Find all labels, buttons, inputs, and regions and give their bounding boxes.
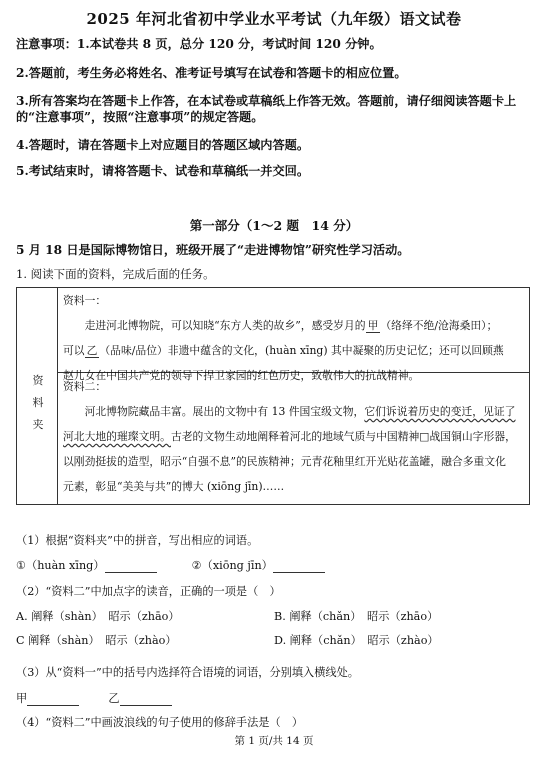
- material-2-heading: 资料二：: [63, 380, 107, 393]
- page-footer: 第 1 页/共 14 页: [234, 735, 314, 747]
- answer-blank-jia[interactable]: [27, 693, 79, 706]
- question-1-2: （2）“资料二”中加点字的读音，正确的一项是（ ）: [16, 585, 281, 598]
- note-line-6: 5.考试结束时，请将答题卡、试卷和草稿纸一并交回。: [16, 164, 310, 178]
- material-1-text-c: 可以: [63, 344, 85, 357]
- question-1-3-blanks: [16, 690, 172, 706]
- label-jia: 甲: [16, 692, 28, 705]
- material-box: [16, 287, 530, 505]
- material-1-line-1: [63, 313, 523, 338]
- wavy-sentence-part-2: 河北大地的璀璨文明。: [63, 430, 171, 443]
- note-line-4: 的“注意事项”，按照“注意事项”的规定答题。: [16, 110, 264, 124]
- question-1-4: （4）“资料二”中画波浪线的句子使用的修辞手法是（ ）: [16, 716, 304, 729]
- wavy-sentence-part-1: 它们诉说着历史的变迁，见证了: [364, 405, 516, 418]
- question-1-1-blanks: [16, 557, 325, 573]
- note-line-2: 2.答题前，考生务必将姓名、准考证号填写在试卷和答题卡的相应位置。: [16, 66, 407, 80]
- material-2-line-1: [63, 399, 523, 424]
- material-1-text-b: （络绎不绝/沧海桑田）；: [380, 319, 498, 332]
- pinyin-xiongjin: ②（xiōng jīn）: [191, 559, 273, 572]
- material-1: [63, 288, 523, 388]
- option-c[interactable]: C 阐释（shàn） 昭示（zhào）: [16, 634, 177, 647]
- material-2-line-4: 元素，彰显“美美与共”的博大 (xiōng jīn)……: [63, 480, 285, 493]
- note-line-3: 3.所有答案均在答题卡上作答，在本试卷或草稿纸上作答无效。答题前，请仔细阅读答题卡上: [16, 94, 517, 108]
- answer-blank-1[interactable]: [105, 560, 157, 573]
- question-1-1: （1）根据“资料夹”中的拼音，写出相应的词语。: [16, 534, 259, 547]
- material-1-heading: 资料一：: [63, 294, 107, 307]
- material-box-side: [17, 288, 58, 504]
- activity-intro: 5 月 18 日是国际博物馆日，班级开展了“走进博物馆”研究性学习活动。: [16, 243, 410, 257]
- material-2-text-a: 河北博物院藏品丰富。展出的文物中有 13 件国宝级文物，: [84, 405, 365, 418]
- option-b[interactable]: B. 阐释（chǎn） 昭示（zhāo）: [274, 610, 439, 623]
- option-a[interactable]: A. 阐释（shàn） 昭示（zhāo）: [16, 610, 180, 623]
- material-1-line-2: [63, 338, 523, 363]
- material-2-line-3: 以刚劲挺拔的造型，昭示“自强不息”的民族精神；元青花釉里红开光贴花盖罐，融合多重文化: [63, 455, 506, 468]
- material-box-label: 资料夹: [32, 374, 44, 431]
- material-2: [63, 374, 523, 499]
- part-heading: 第一部分（1～2 题 14 分）: [189, 218, 359, 233]
- question-1-3: （3）从“资料一”中的括号内选择符合语境的词语，分别填入横线处。: [16, 666, 359, 679]
- blank-yi: 乙: [86, 344, 98, 357]
- label-yi: 乙: [108, 692, 120, 705]
- blank-jia: 甲: [367, 319, 379, 332]
- answer-blank-2[interactable]: [273, 560, 325, 573]
- question-1-stem: 1. 阅读下面的资料，完成后面的任务。: [16, 267, 215, 281]
- pinyin-huanxing: ①（huàn xīng）: [16, 559, 105, 572]
- note-line-1: 注意事项：1.本试卷共 8 页，总分 120 分，考试时间 120 分钟。: [16, 37, 382, 51]
- material-2-line-2: [63, 424, 523, 449]
- material-1-text-a: 走进河北博物院，可以知晓“东方人类的故乡”，感受岁月的: [84, 319, 366, 332]
- material-2-text-b: 古老的文物生动地阐释着河北的地域气质与中国精神□战国铜山字形器，: [170, 430, 516, 443]
- material-1-line-3: 赵儿女在中国共产党的领导下捍卫家园的红色历史，致敬伟大的抗战精神。: [63, 369, 420, 382]
- answer-blank-yi[interactable]: [120, 693, 172, 706]
- note-line-5: 4.答题时，请在答题卡上对应题目的答题区域内答题。: [16, 138, 310, 152]
- material-1-text-d: （品味/品位）非遗中蕴含的文化，(huàn xīng) 其中凝聚的历史记忆；还可以回顾燕: [99, 344, 504, 357]
- option-d[interactable]: D. 阐释（chǎn） 昭示（zhào）: [274, 634, 439, 647]
- exam-title: 2025 年河北省初中学业水平考试（九年级）语文试卷: [86, 10, 462, 28]
